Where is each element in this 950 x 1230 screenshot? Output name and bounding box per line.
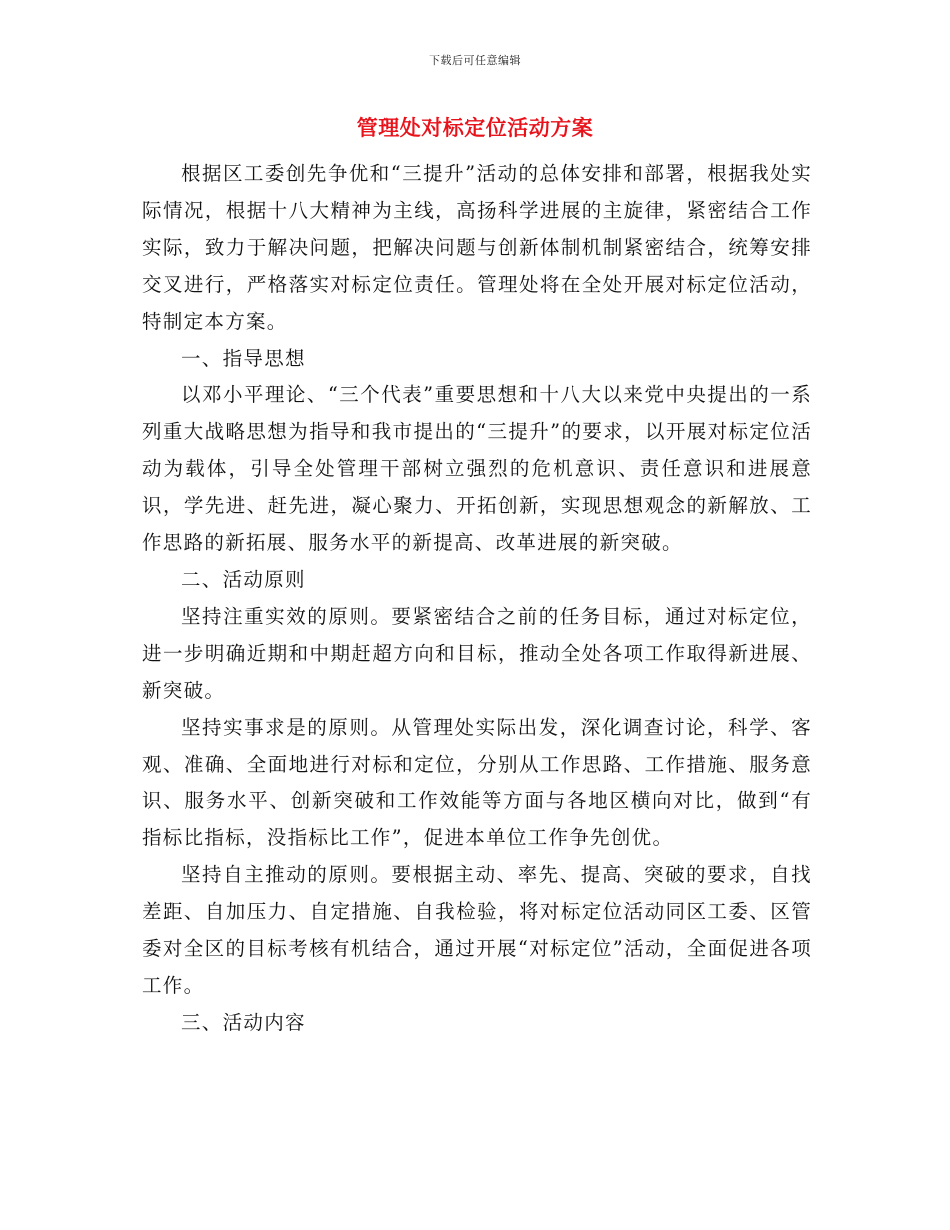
section-heading-guiding-ideology: 一、指导思想 (181, 346, 306, 370)
section-heading-content: 三、活动内容 (181, 1010, 306, 1034)
guiding-ideology-paragraph: 以邓小平理论、“三个代表”重要思想和十八大以来党中央提出的一系列重大战略思想为指导和我市提出的“三提升”的要求，以开展对标定位活动为载体，引导全处管理干部树立强烈的危机意识、责任意识和进展意识，学先进、赶先进，凝心聚力、开拓创新，实现思想观念的新解放、工作思路的新拓展、服务水平的新提高、改革进展的新突破。 (142, 383, 812, 555)
header-note: 下载后可任意编辑 (429, 54, 521, 67)
intro-paragraph: 根据区工委创先争优和“三提升”活动的总体安排和部署，根据我处实际情况，根据十八大精神为主线，高扬科学进展的主旋律，紧密结合工作实际，致力于解决问题，把解决问题与创新体制机制紧密结合，统筹安排交叉进行，严格落实对标定位责任。管理处将在全处开展对标定位活动，特制定本方案。 (142, 162, 812, 333)
principle-fact-paragraph: 坚持实事求是的原则。从管理处实际出发，深化调查讨论，科学、客观、准确、全面地进行对标和定位，分别从工作思路、工作措施、服务意识、服务水平、创新突破和工作效能等方面与各地区横向对比，做到“有指标比指标，没指标比工作”，促进本单位工作争先创优。 (142, 715, 812, 850)
document-title: 管理处对标定位活动方案 (356, 115, 594, 140)
section-heading-principles: 二、活动原则 (181, 567, 306, 591)
principle-effectiveness-paragraph: 坚持注重实效的原则。要紧密结合之前的任务目标，通过对标定位，进一步明确近期和中期赶超方向和目标，推动全处各项工作取得新进展、新突破。 (142, 604, 812, 702)
document-body (142, 156, 812, 1042)
principle-initiative-paragraph: 坚持自主推动的原则。要根据主动、率先、提高、突破的要求，自找差距、自加压力、自定措施、自我检验，将对标定位活动同区工委、区管委对全区的目标考核有机结合，通过开展“对标定位”活动，全面促进各项工作。 (142, 863, 812, 997)
